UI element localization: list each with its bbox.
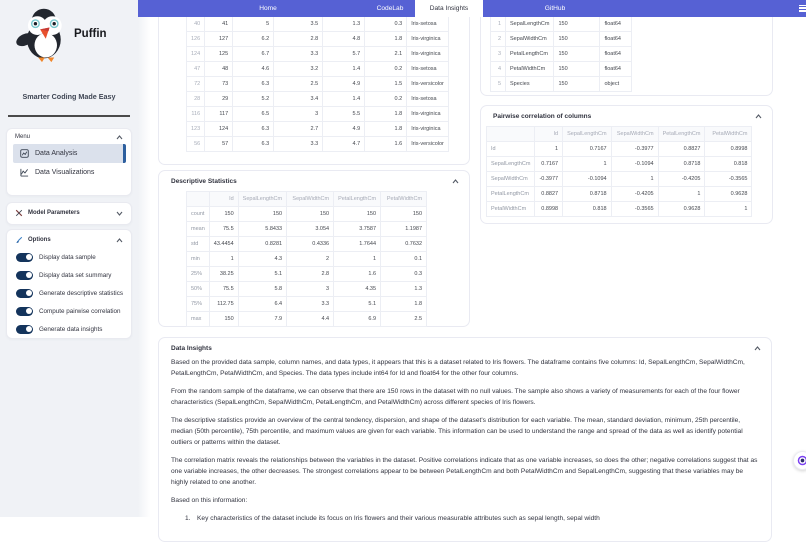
table-cell: -0.3977 xyxy=(611,142,658,157)
toggle-row-compute-pairwise-correlation xyxy=(7,302,131,320)
toggle-row-display-data-set-summary xyxy=(7,266,131,284)
table-cell: -0.1094 xyxy=(611,157,658,172)
table-cell: Species xyxy=(506,77,554,92)
section-title: Data Insights xyxy=(171,345,212,352)
table-cell: 6.4 xyxy=(238,297,286,312)
table-cell: object xyxy=(600,77,632,92)
section-title: Descriptive Statistics xyxy=(171,178,237,185)
table-cell: 56 xyxy=(187,137,205,152)
table-cell: 1 xyxy=(563,157,611,172)
table-cell: 75% xyxy=(187,297,210,312)
line-chart-icon xyxy=(20,168,29,177)
table-row xyxy=(187,122,449,137)
table-cell: 2.5 xyxy=(381,312,427,327)
table-row xyxy=(187,237,427,252)
table-cell: 3.054 xyxy=(287,222,334,237)
table-cell: SepalLengthCm xyxy=(487,157,535,172)
table-cell: SepalLengthCm xyxy=(506,17,554,32)
table-cell: 150 xyxy=(554,77,600,92)
table-cell: 0.1 xyxy=(381,252,427,267)
pairwise-correlation-card xyxy=(480,105,773,224)
chevron-down-icon[interactable] xyxy=(116,211,123,216)
table-cell: 125 xyxy=(205,47,233,62)
sidebar-item-data-analysis[interactable] xyxy=(13,144,126,163)
column-header: SepalLengthCm xyxy=(238,192,286,207)
table-cell: 3 xyxy=(274,107,323,122)
table-row xyxy=(491,47,632,62)
column-header: Id xyxy=(535,127,563,142)
table-cell: -0.4205 xyxy=(658,172,705,187)
tools-icon xyxy=(15,209,23,217)
table-cell: 1.8 xyxy=(365,107,407,122)
table-cell: count xyxy=(187,207,210,222)
table-cell: 150 xyxy=(554,62,600,77)
table-cell: 117 xyxy=(205,107,233,122)
table-cell: Iris-virginica xyxy=(407,47,449,62)
table-cell: 0.8718 xyxy=(563,187,611,202)
toggle-generate-descriptive-statistics[interactable] xyxy=(16,289,33,298)
table-cell: 6.9 xyxy=(334,312,381,327)
table-cell: 4.6 xyxy=(233,62,274,77)
table-row xyxy=(187,312,427,327)
table-row xyxy=(487,187,752,202)
table-cell: 0.818 xyxy=(705,157,752,172)
table-row xyxy=(487,142,752,157)
table-cell: 1.8 xyxy=(381,297,427,312)
toggle-label: Generate descriptive statistics xyxy=(39,289,123,297)
table-cell: 1 xyxy=(491,17,506,32)
table-cell: Iris-setosa xyxy=(407,17,449,32)
table-cell: 4.35 xyxy=(334,282,381,297)
table-cell: 1.6 xyxy=(334,267,381,282)
table-cell: 150 xyxy=(334,207,381,222)
table-cell: Iris-setosa xyxy=(407,62,449,77)
insight-paragraph: From the random sample of the dataframe, we can observe that there are 150 rows in the dataset with no null values. The sample also shows a variety of measurements for each of the four flower characteristics (SepalLengthCm, SepalWidthCm, PetalLengthCm, and PetalWidthCm) across different species of Iris flowers. xyxy=(171,388,740,406)
table-cell: 0.3 xyxy=(365,17,407,32)
table-cell: 4.9 xyxy=(323,122,365,137)
table-row xyxy=(491,32,632,47)
table-cell: 1.1987 xyxy=(381,222,427,237)
table-cell: 47 xyxy=(187,62,205,77)
table-row xyxy=(187,77,449,92)
table-row xyxy=(187,282,427,297)
table-cell: 0.2 xyxy=(365,62,407,77)
table-cell: 2.8 xyxy=(274,32,323,47)
table-cell: 0.9628 xyxy=(658,202,705,217)
table-cell: 1.3 xyxy=(381,282,427,297)
table-cell: 48 xyxy=(205,62,233,77)
table-cell: 3.3 xyxy=(287,297,334,312)
tab-home[interactable]: Home xyxy=(259,5,277,12)
table-cell: 2 xyxy=(491,32,506,47)
table-cell: 29 xyxy=(205,92,233,107)
app-tagline: Smarter Coding Made Easy xyxy=(22,92,116,101)
table-cell: 0.3 xyxy=(381,267,427,282)
brush-icon xyxy=(15,236,23,244)
table-row xyxy=(491,77,632,92)
table-cell: 40 xyxy=(187,17,205,32)
table-row xyxy=(491,62,632,77)
table-cell: 5.7 xyxy=(323,47,365,62)
toggle-label: Display data set summary xyxy=(39,271,112,279)
table-cell: Iris-versicolor xyxy=(407,137,449,152)
table-cell: 6.7 xyxy=(233,47,274,62)
table-cell: 4.3 xyxy=(238,252,286,267)
table-cell: Iris-virginica xyxy=(407,122,449,137)
table-cell: SepalWidthCm xyxy=(506,32,554,47)
table-cell: 5.1 xyxy=(334,297,381,312)
descriptive-statistics-header[interactable] xyxy=(159,171,469,185)
column-header xyxy=(187,192,210,207)
table-header-row xyxy=(487,127,752,142)
insights-list-item xyxy=(171,513,759,524)
menu-section-title: Menu xyxy=(15,134,31,140)
column-header: SepalWidthCm xyxy=(287,192,334,207)
table-cell: 0.2 xyxy=(365,92,407,107)
table-cell: -0.4205 xyxy=(611,187,658,202)
column-header xyxy=(487,127,535,142)
table-cell: std xyxy=(187,237,210,252)
table-row xyxy=(187,137,449,152)
table-row xyxy=(187,297,427,312)
table-row xyxy=(187,17,449,32)
table-cell: 2 xyxy=(287,252,334,267)
table-cell: 150 xyxy=(554,32,600,47)
table-cell: 3.5 xyxy=(274,17,323,32)
insights-list-intro: Based on this information: xyxy=(171,497,248,504)
table-cell: 1.6 xyxy=(365,137,407,152)
table-cell: 1 xyxy=(535,142,563,157)
table-cell: 5 xyxy=(491,77,506,92)
toggle-row-generate-data-insights xyxy=(7,320,131,338)
table-cell: -0.3977 xyxy=(535,172,563,187)
table-cell: 123 xyxy=(187,122,205,137)
list-item-number: 1. xyxy=(185,515,191,522)
table-cell: 0.8281 xyxy=(238,237,286,252)
table-cell: 2.5 xyxy=(274,77,323,92)
table-cell: 1 xyxy=(334,252,381,267)
table-cell: 2.7 xyxy=(274,122,323,137)
table-cell: 1.5 xyxy=(365,77,407,92)
chevron-up-icon[interactable] xyxy=(116,135,123,140)
table-cell: 150 xyxy=(287,207,334,222)
table-cell: PetalLengthCm xyxy=(506,47,554,62)
table-cell: 5 xyxy=(233,17,274,32)
column-header: SepalLengthCm xyxy=(563,127,611,142)
sidebar-item-label: Data Visualizations xyxy=(35,169,95,176)
menu-card xyxy=(6,128,132,196)
table-cell: Iris-virginica xyxy=(407,107,449,122)
table-cell: min xyxy=(187,252,210,267)
table-cell: -0.3565 xyxy=(611,202,658,217)
table-row xyxy=(487,157,752,172)
table-cell: 0.7632 xyxy=(381,237,427,252)
table-cell: 4 xyxy=(491,62,506,77)
table-row xyxy=(187,92,449,107)
toggle-compute-pairwise-correlation[interactable] xyxy=(16,307,33,316)
toggle-generate-data-insights[interactable] xyxy=(16,325,33,334)
table-cell: 3.3 xyxy=(274,137,323,152)
sidebar-divider xyxy=(8,115,130,117)
table-cell: 6.3 xyxy=(233,137,274,152)
table-cell: 6.3 xyxy=(233,77,274,92)
table-cell: SepalWidthCm xyxy=(487,172,535,187)
table-cell: 7.9 xyxy=(238,312,286,327)
table-cell: 0.8998 xyxy=(535,202,563,217)
table-row xyxy=(187,107,449,122)
table-cell: 4.9 xyxy=(323,77,365,92)
table-cell: 1.7644 xyxy=(334,237,381,252)
table-cell: float64 xyxy=(600,47,632,62)
table-cell: 5.8433 xyxy=(238,222,286,237)
data-insights-header[interactable] xyxy=(159,338,771,352)
data-insights-text xyxy=(159,352,771,488)
table-cell: 0.7167 xyxy=(563,142,611,157)
table-cell: 57 xyxy=(205,137,233,152)
table-cell: 5.2 xyxy=(233,92,274,107)
toggle-display-data-set-summary[interactable] xyxy=(16,271,33,280)
table-cell: 116 xyxy=(187,107,205,122)
table-cell: 6.3 xyxy=(233,122,274,137)
table-cell: 1.8 xyxy=(365,32,407,47)
table-cell: PetalWidthCm xyxy=(487,202,535,217)
table-cell: -0.3565 xyxy=(705,172,752,187)
table-cell: 4.8 xyxy=(323,32,365,47)
table-cell: max xyxy=(187,312,210,327)
pairwise-correlation-header[interactable] xyxy=(481,106,772,120)
table-row xyxy=(187,32,449,47)
column-header: SepalWidthCm xyxy=(611,127,658,142)
column-header: PetalLengthCm xyxy=(658,127,705,142)
table-cell: 124 xyxy=(187,47,205,62)
toggle-display-data-sample[interactable] xyxy=(16,253,33,262)
sidebar-item-data-visualizations[interactable] xyxy=(13,163,126,182)
table-cell: 43.4454 xyxy=(209,237,238,252)
table-cell: 0.8827 xyxy=(535,187,563,202)
table-cell: 3.3 xyxy=(274,47,323,62)
table-cell: 0.4336 xyxy=(287,237,334,252)
menu-section-header[interactable] xyxy=(7,129,131,144)
descriptive-statistics-table xyxy=(186,191,427,327)
table-cell: 150 xyxy=(554,17,600,32)
toggle-row-generate-descriptive-statistics xyxy=(7,284,131,302)
pairwise-correlation-table xyxy=(486,126,752,217)
column-header: PetalLengthCm xyxy=(334,192,381,207)
tab-data-insights[interactable]: Data Insights xyxy=(415,0,483,17)
table-cell: 126 xyxy=(187,32,205,47)
table-cell: 41 xyxy=(205,17,233,32)
table-cell: 1 xyxy=(658,187,705,202)
table-cell: 1 xyxy=(611,172,658,187)
table-cell: 50% xyxy=(187,282,210,297)
table-cell: PetalLengthCm xyxy=(487,187,535,202)
section-title: Pairwise correlation of columns xyxy=(493,113,592,120)
table-cell: 28 xyxy=(187,92,205,107)
table-cell: 1.8 xyxy=(365,122,407,137)
table-cell: 3.4 xyxy=(274,92,323,107)
options-card xyxy=(6,229,132,339)
column-header: Id xyxy=(209,192,238,207)
model-parameters-title: Model Parameters xyxy=(28,210,80,216)
table-cell: 6.5 xyxy=(233,107,274,122)
column-header: PetalWidthCm xyxy=(381,192,427,207)
table-cell: Iris-setosa xyxy=(407,92,449,107)
table-cell: 1.4 xyxy=(323,62,365,77)
table-cell: 0.818 xyxy=(563,202,611,217)
model-parameters-card xyxy=(6,202,132,225)
table-cell: 0.8827 xyxy=(658,142,705,157)
app-title: Puffin xyxy=(74,28,107,40)
tab-codelab[interactable]: CodeLab xyxy=(376,5,404,12)
table-row xyxy=(491,17,632,32)
table-cell: 2.1 xyxy=(365,47,407,62)
top-navbar xyxy=(138,0,806,17)
table-cell: 75.5 xyxy=(209,222,238,237)
data-sample-card xyxy=(158,0,470,165)
table-cell: 3.7587 xyxy=(334,222,381,237)
table-cell: 3 xyxy=(491,47,506,62)
table-cell: Iris-virginica xyxy=(407,32,449,47)
insight-paragraph: The descriptive statistics provide an overview of the central tendency, dispersion, and shape of the dataset's distribution for each variable. The mean, standard deviation, minimum, 25th percentile, median (50th percentile), 75th percentile, and maximum values are given for each variable. This information can be used to understand the range and spread of the data as well as identify potential outliers or patterns within the dataset. xyxy=(171,417,743,446)
table-cell: Id xyxy=(487,142,535,157)
insight-paragraph: The correlation matrix reveals the relationships between the variables in the dataset. Positive correlations indicate that as one variable increases, so does the other; negative correlations suggest that as one variable increases, the other decreases. The strongest correlations appear to be between PetalLengthCm and both PetalWidthCm and SepalLengthCm, suggesting that these variables may be highly related to one another. xyxy=(171,457,758,486)
sidebar xyxy=(0,0,138,517)
table-cell: 150 xyxy=(381,207,427,222)
table-cell: Iris-versicolor xyxy=(407,77,449,92)
chevron-up-icon[interactable] xyxy=(755,114,762,119)
table-cell: 112.75 xyxy=(209,297,238,312)
table-cell: 1.4 xyxy=(323,92,365,107)
model-parameters-header[interactable] xyxy=(7,203,131,221)
sidebar-edge-fade xyxy=(138,0,150,517)
table-cell: 0.9628 xyxy=(705,187,752,202)
puffin-logo xyxy=(12,4,72,64)
chevron-up-icon[interactable] xyxy=(452,179,459,184)
table-row xyxy=(487,172,752,187)
table-cell: 2.8 xyxy=(287,267,334,282)
assistant-ring-icon xyxy=(797,455,806,466)
hamburger-icon[interactable] xyxy=(799,5,806,14)
list-item-text: Key characteristics of the dataset include its focus on Iris flowers and their various measurable attributes such as sepal length, sepal width xyxy=(197,515,600,522)
column-header: PetalWidthCm xyxy=(705,127,752,142)
table-row xyxy=(187,47,449,62)
table-cell: 5.8 xyxy=(238,282,286,297)
toggle-row-display-data-sample xyxy=(7,248,131,266)
data-set-summary-table xyxy=(490,16,632,92)
table-cell: 0.8718 xyxy=(658,157,705,172)
tab-github[interactable]: GitHub xyxy=(544,5,566,12)
table-cell: 1 xyxy=(209,252,238,267)
options-title: Options xyxy=(28,237,51,243)
table-cell: 38.25 xyxy=(209,267,238,282)
table-row xyxy=(187,252,427,267)
table-cell: 0.8998 xyxy=(705,142,752,157)
table-cell: PetalWidthCm xyxy=(506,62,554,77)
table-row xyxy=(187,62,449,77)
table-cell: 1.3 xyxy=(323,17,365,32)
table-cell: 5.1 xyxy=(238,267,286,282)
chart-frame-icon xyxy=(20,149,29,158)
table-row xyxy=(187,222,427,237)
table-cell: float64 xyxy=(600,62,632,77)
table-cell: 25% xyxy=(187,267,210,282)
table-row xyxy=(187,267,427,282)
table-cell: 5.5 xyxy=(323,107,365,122)
data-sample-table xyxy=(186,16,449,152)
table-cell: 150 xyxy=(209,207,238,222)
table-header-row xyxy=(187,192,427,207)
table-cell: 72 xyxy=(187,77,205,92)
table-cell: 6.2 xyxy=(233,32,274,47)
table-cell: 150 xyxy=(554,47,600,62)
sidebar-item-label: Data Analysis xyxy=(35,150,78,157)
table-cell: 0.7167 xyxy=(535,157,563,172)
table-cell: mean xyxy=(187,222,210,237)
table-cell: 73 xyxy=(205,77,233,92)
table-cell: 150 xyxy=(209,312,238,327)
table-cell: 4.4 xyxy=(287,312,334,327)
table-cell: 3.2 xyxy=(274,62,323,77)
options-header[interactable] xyxy=(7,230,131,248)
chevron-up-icon[interactable] xyxy=(116,238,123,243)
table-cell: -0.1094 xyxy=(563,172,611,187)
table-cell: 75.5 xyxy=(209,282,238,297)
table-row xyxy=(487,202,752,217)
toggle-label: Generate data insights xyxy=(39,325,103,333)
chevron-up-icon[interactable] xyxy=(754,346,761,351)
descriptive-statistics-card xyxy=(158,170,470,327)
table-cell: 3 xyxy=(287,282,334,297)
table-cell: 4.7 xyxy=(323,137,365,152)
table-cell: 124 xyxy=(205,122,233,137)
toggle-label: Display data sample xyxy=(39,253,96,261)
table-row xyxy=(187,207,427,222)
table-cell: 127 xyxy=(205,32,233,47)
toggle-label: Compute pairwise correlation xyxy=(39,307,121,315)
table-cell: 150 xyxy=(238,207,286,222)
table-cell: 1 xyxy=(705,202,752,217)
data-insights-card xyxy=(158,337,772,542)
insight-paragraph: Based on the provided data sample, column names, and data types, it appears that this is a dataset related to Iris flowers. The dataframe contains five columns: Id, SepalLengthCm, SepalWidthCm, PetalLengthCm, PetalWidthCm, and Species. The data types include int64 for Id and float64 for the other four columns. xyxy=(171,359,745,377)
assistant-fab[interactable] xyxy=(793,451,806,470)
table-cell: float64 xyxy=(600,32,632,47)
table-cell: float64 xyxy=(600,17,632,32)
